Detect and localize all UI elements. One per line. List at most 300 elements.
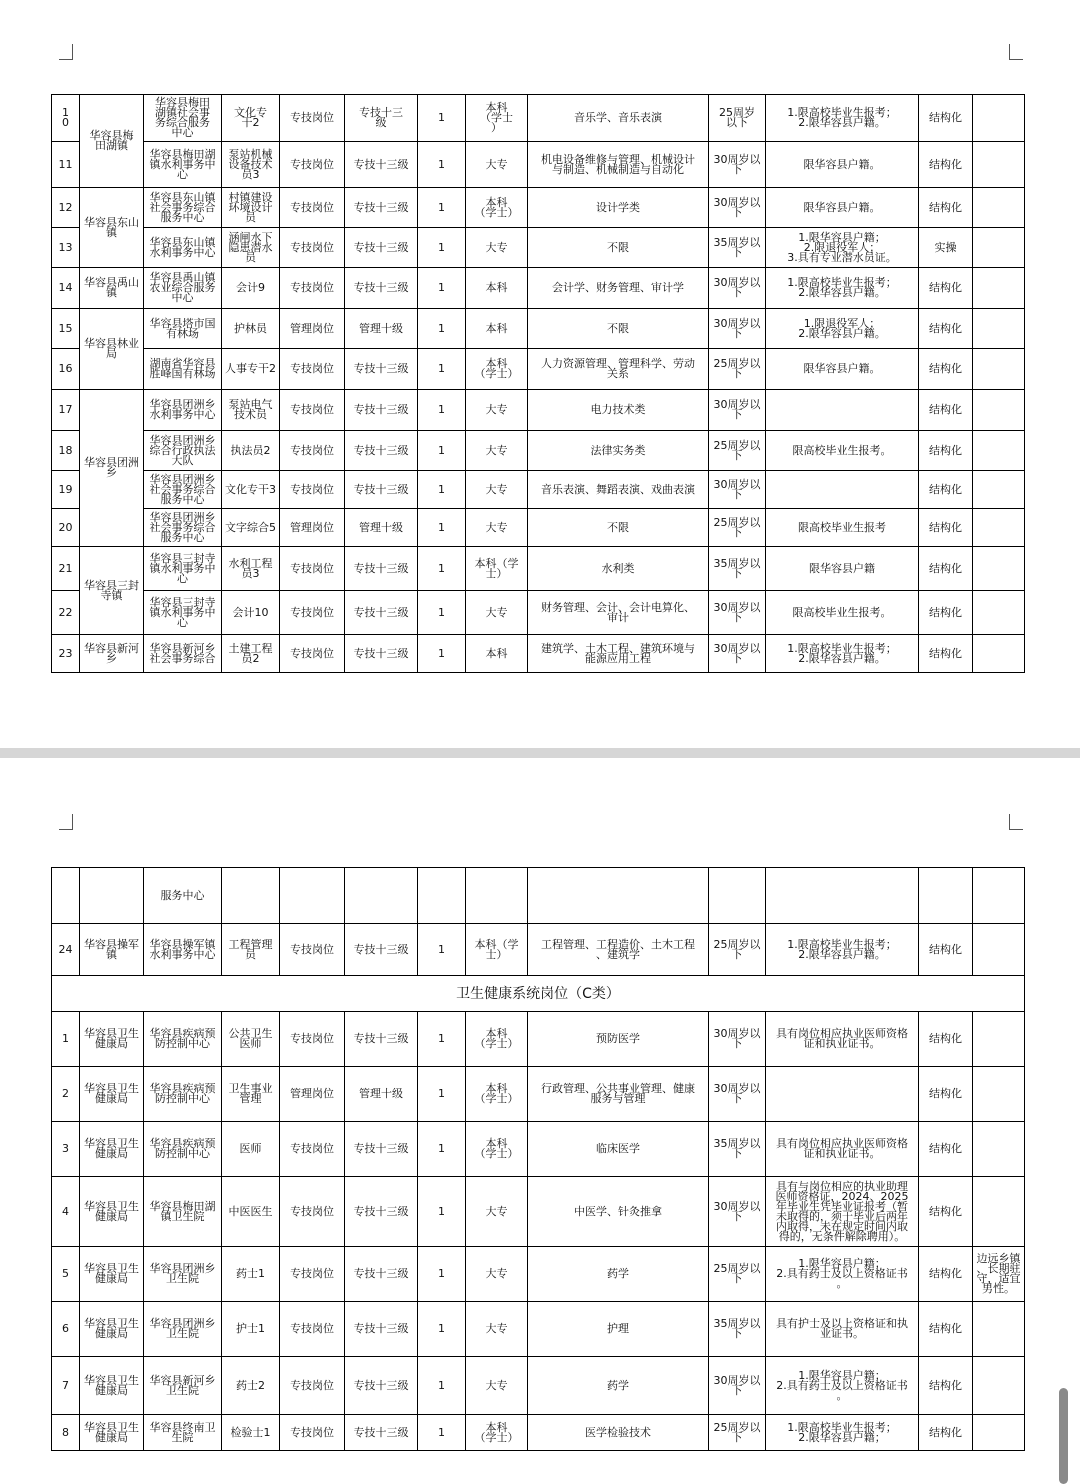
cell-education: 大专: [466, 390, 528, 431]
cell-position-name: [222, 868, 280, 924]
cell-requirements: [766, 471, 919, 509]
cell-position-name: 文化专 干2: [222, 95, 280, 142]
cell-position-name: 护士1: [222, 1302, 280, 1357]
cell-unit: 华容县团洲乡 社会事务综合 服务中心: [144, 471, 222, 509]
cell-unit: 华容县三封寺 镇水利事务中 心: [144, 591, 222, 635]
cell-post-level: 专技十三级: [345, 924, 418, 976]
cell-remarks: [973, 188, 1025, 228]
cell-education: 大专: [466, 591, 528, 635]
crop-mark-top-left: [59, 44, 73, 60]
cell-remarks: [973, 1067, 1025, 1122]
table-row: [52, 1247, 1025, 1302]
cell-headcount: 1: [418, 1357, 466, 1415]
cell-requirements: [766, 1067, 919, 1122]
cell-exam-type: 实操: [919, 228, 973, 268]
cell-major: 水利类: [528, 547, 709, 591]
cell-headcount: 1: [418, 188, 466, 228]
cell-row-number: 15: [52, 309, 80, 349]
cell-headcount: 1: [418, 1247, 466, 1302]
cell-department: 华容县团洲 乡: [80, 390, 144, 547]
cell-requirements: 1.限华容县户籍； 2.限退役军人； 3.具有专业潜水员证。: [766, 228, 919, 268]
cell-position-name: 药士1: [222, 1247, 280, 1302]
cell-education: 本科 （学士 ）: [466, 95, 528, 142]
cell-exam-type: 结构化: [919, 509, 973, 547]
cell-major: 预防医学: [528, 1012, 709, 1067]
table-row: [52, 309, 1025, 349]
table-row: [52, 142, 1025, 188]
cell-post-level: 专技十三级: [345, 142, 418, 188]
cell-major: 医学检验技术: [528, 1415, 709, 1451]
scrollbar-thumb[interactable]: [1059, 1388, 1068, 1484]
cell-department: 华容县卫生 健康局: [80, 1357, 144, 1415]
cell-position-name: 卫生事业 管理: [222, 1067, 280, 1122]
cell-row-number: 12: [52, 188, 80, 228]
cell-major: 法律实务类: [528, 431, 709, 471]
cell-position-name: 会计10: [222, 591, 280, 635]
cell-post-level: 专技十三级: [345, 1302, 418, 1357]
cell-unit: 华容县塔市国 有林场: [144, 309, 222, 349]
page-separator: [0, 748, 1080, 758]
cell-post-level: 管理十级: [345, 309, 418, 349]
cell-post-type: 专技岗位: [280, 635, 345, 673]
cell-age: 30周岁以 下: [709, 1357, 766, 1415]
cell-remarks: [973, 349, 1025, 390]
cell-department: 华容县东山 镇: [80, 188, 144, 268]
cell-requirements: 1.限高校毕业生报考； 2.限华容县户籍。: [766, 95, 919, 142]
cell-major: 音乐表演、舞蹈表演、戏曲表演: [528, 471, 709, 509]
cell-unit: 华容县禹山镇 农业综合服务 中心: [144, 268, 222, 309]
cell-post-type: 专技岗位: [280, 228, 345, 268]
cell-remarks: [973, 924, 1025, 976]
cell-requirements: 限华容县户籍。: [766, 142, 919, 188]
cell-requirements: 限高校毕业生报考。: [766, 431, 919, 471]
cell-post-level: 专技十三级: [345, 228, 418, 268]
cell-unit: 华容县团洲乡 社会事务综合 服务中心: [144, 509, 222, 547]
cell-row-number: 16: [52, 349, 80, 390]
table-row: [52, 1067, 1025, 1122]
cell-age: 25周岁以 下: [709, 431, 766, 471]
table-row: [52, 471, 1025, 509]
cell-row-number: 19: [52, 471, 80, 509]
cell-education: 本科 （学士）: [466, 188, 528, 228]
cell-major: 建筑学、土木工程、建筑环境与 能源应用工程: [528, 635, 709, 673]
cell-position-name: 土建工程 员2: [222, 635, 280, 673]
cell-education: 大专: [466, 471, 528, 509]
cell-post-level: 专技十三级: [345, 390, 418, 431]
cell-position-name: 检验士1: [222, 1415, 280, 1451]
cell-education: [466, 868, 528, 924]
cell-education: 大专: [466, 1302, 528, 1357]
cell-headcount: 1: [418, 924, 466, 976]
cell-department: 华容县卫生 健康局: [80, 1247, 144, 1302]
cell-exam-type: 结构化: [919, 95, 973, 142]
cell-post-type: 管理岗位: [280, 509, 345, 547]
cell-unit: 华容县疾病预 防控制中心: [144, 1067, 222, 1122]
cell-position-name: 文化专干3: [222, 471, 280, 509]
cell-education: 本科 （学士）: [466, 1122, 528, 1177]
cell-age: 25周岁 以下: [709, 95, 766, 142]
cell-age: 25周岁以 下: [709, 924, 766, 976]
table-row: [52, 591, 1025, 635]
table-row: [52, 868, 1025, 924]
cell-major: 药学: [528, 1247, 709, 1302]
cell-requirements: [766, 390, 919, 431]
cell-age: 35周岁以 下: [709, 228, 766, 268]
recruitment-table-page-1: [51, 94, 1025, 673]
cell-unit: 服务中心: [144, 868, 222, 924]
cell-remarks: [973, 1122, 1025, 1177]
cell-remarks: [973, 1415, 1025, 1451]
cell-major: 工程管理、工程造价、土木工程 、建筑学: [528, 924, 709, 976]
cell-exam-type: 结构化: [919, 390, 973, 431]
cell-row-number: 6: [52, 1302, 80, 1357]
cell-headcount: 1: [418, 591, 466, 635]
cell-age: 30周岁以 下: [709, 142, 766, 188]
cell-requirements: 限华容县户籍。: [766, 349, 919, 390]
cell-education: 大专: [466, 228, 528, 268]
cell-position-name: 人事专干2: [222, 349, 280, 390]
cell-age: [709, 868, 766, 924]
cell-major: 行政管理、公共事业管理、健康 服务与管理: [528, 1067, 709, 1122]
cell-exam-type: 结构化: [919, 471, 973, 509]
cell-age: 25周岁以 下: [709, 349, 766, 390]
cell-post-level: 专技十三 级: [345, 95, 418, 142]
cell-remarks: [973, 635, 1025, 673]
table-row: [52, 1302, 1025, 1357]
cell-exam-type: [919, 868, 973, 924]
cell-post-level: 管理十级: [345, 1067, 418, 1122]
cell-row-number: 23: [52, 635, 80, 673]
cell-row-number: 7: [52, 1357, 80, 1415]
cell-remarks: [973, 268, 1025, 309]
cell-row-number: 1: [52, 1012, 80, 1067]
cell-exam-type: 结构化: [919, 1247, 973, 1302]
cell-education: 大专: [466, 1357, 528, 1415]
cell-requirements: 1.限高校毕业生报考； 2.限华容县户籍。: [766, 268, 919, 309]
cell-post-type: 专技岗位: [280, 1177, 345, 1247]
cell-post-type: 专技岗位: [280, 142, 345, 188]
table-row: [52, 1357, 1025, 1415]
cell-post-level: 专技十三级: [345, 591, 418, 635]
cell-headcount: 1: [418, 1122, 466, 1177]
cell-requirements: 具有岗位相应执业医师资格 证和执业证书。: [766, 1122, 919, 1177]
cell-major: 音乐学、音乐表演: [528, 95, 709, 142]
table-row: [52, 228, 1025, 268]
cell-major: 不限: [528, 309, 709, 349]
table-row: [52, 635, 1025, 673]
cell-exam-type: 结构化: [919, 635, 973, 673]
cell-requirements: 限高校毕业生报考: [766, 509, 919, 547]
cell-row-number: 20: [52, 509, 80, 547]
cell-major: 中医学、针灸推拿: [528, 1177, 709, 1247]
cell-row-number: 8: [52, 1415, 80, 1451]
cell-major: 电力技术类: [528, 390, 709, 431]
cell-education: 本科 （学士）: [466, 1415, 528, 1451]
cell-age: 30周岁以 下: [709, 1067, 766, 1122]
cell-row-number: 18: [52, 431, 80, 471]
cell-requirements: 具有与岗位相应的执业助理 医师资格证，2024、2025 年毕业生凭毕业证报考（暂 未取得的，须于毕业后两年 内取得，未在规定时间内取 得的，无条件解除聘用）。: [766, 1177, 919, 1247]
section-row: [52, 976, 1025, 1012]
cell-remarks: [973, 1302, 1025, 1357]
cell-requirements: 限华容县户籍: [766, 547, 919, 591]
cell-remarks: [973, 95, 1025, 142]
cell-age: 30周岁以 下: [709, 309, 766, 349]
cell-remarks: [973, 547, 1025, 591]
cell-position-name: 涵闸水下 隐患潜水 员: [222, 228, 280, 268]
cell-post-type: 专技岗位: [280, 924, 345, 976]
table-row: [52, 431, 1025, 471]
cell-unit: 华容县团洲乡 卫生院: [144, 1302, 222, 1357]
cell-age: 30周岁以 下: [709, 1177, 766, 1247]
cell-post-type: 专技岗位: [280, 547, 345, 591]
cell-row-number: 24: [52, 924, 80, 976]
cell-major: 不限: [528, 509, 709, 547]
cell-major: 护理: [528, 1302, 709, 1357]
cell-unit: 华容县梅田湖 镇卫生院: [144, 1177, 222, 1247]
cell-education: 本科 （学士）: [466, 1012, 528, 1067]
page-2: [0, 758, 1080, 1484]
cell-unit: 华容县新河乡 卫生院: [144, 1357, 222, 1415]
cell-major: 药学: [528, 1357, 709, 1415]
table-row: [52, 188, 1025, 228]
cell-position-name: 执法员2: [222, 431, 280, 471]
cell-major: 机电设备维修与管理、机械设计 与制造、机械制造与自动化: [528, 142, 709, 188]
cell-major: 财务管理、会计、会计电算化、 审计: [528, 591, 709, 635]
cell-headcount: 1: [418, 471, 466, 509]
cell-major: 会计学、财务管理、审计学: [528, 268, 709, 309]
cell-headcount: 1: [418, 1067, 466, 1122]
cell-unit: 华容县东山镇 社会事务综合 服务中心: [144, 188, 222, 228]
cell-exam-type: 结构化: [919, 1302, 973, 1357]
cell-remarks: [973, 471, 1025, 509]
crop-mark-top-right: [1009, 814, 1023, 830]
cell-age: 30周岁以 下: [709, 268, 766, 309]
table-row: [52, 1122, 1025, 1177]
cell-position-name: 水利工程 员3: [222, 547, 280, 591]
cell-remarks: [973, 431, 1025, 471]
cell-row-number: 2: [52, 1067, 80, 1122]
cell-requirements: 具有护士及以上资格证和执 业证书。: [766, 1302, 919, 1357]
cell-row-number: 17: [52, 390, 80, 431]
cell-department: 华容县操军 镇: [80, 924, 144, 976]
cell-post-type: 专技岗位: [280, 1122, 345, 1177]
cell-remarks: [973, 142, 1025, 188]
cell-row-number: [52, 868, 80, 924]
cell-exam-type: 结构化: [919, 349, 973, 390]
table-row: [52, 1177, 1025, 1247]
cell-requirements: 1.限高校毕业生报考； 2.限华容县户籍。: [766, 635, 919, 673]
cell-remarks: [973, 309, 1025, 349]
cell-education: 大专: [466, 431, 528, 471]
cell-age: 30周岁以 下: [709, 591, 766, 635]
cell-headcount: 1: [418, 95, 466, 142]
table-row: [52, 268, 1025, 309]
cell-exam-type: 结构化: [919, 1357, 973, 1415]
cell-post-type: 专技岗位: [280, 1415, 345, 1451]
cell-age: 35周岁以 下: [709, 1122, 766, 1177]
cell-requirements: 限华容县户籍。: [766, 188, 919, 228]
cell-age: 25周岁以 下: [709, 509, 766, 547]
cell-age: 30周岁以 下: [709, 390, 766, 431]
table-row: [52, 390, 1025, 431]
cell-department: 华容县卫生 健康局: [80, 1067, 144, 1122]
cell-post-level: 专技十三级: [345, 1357, 418, 1415]
cell-row-number: 5: [52, 1247, 80, 1302]
cell-age: 25周岁以 下: [709, 1247, 766, 1302]
table-row: [52, 924, 1025, 976]
cell-department: [80, 868, 144, 924]
cell-education: 大专: [466, 1177, 528, 1247]
cell-post-level: 专技十三级: [345, 1415, 418, 1451]
cell-age: 35周岁以 下: [709, 547, 766, 591]
cell-position-name: 医师: [222, 1122, 280, 1177]
cell-unit: 华容县梅田 湖镇社会事 务综合服务 中心: [144, 95, 222, 142]
cell-exam-type: 结构化: [919, 1177, 973, 1247]
table-row: [52, 509, 1025, 547]
cell-post-type: 专技岗位: [280, 95, 345, 142]
cell-position-name: 会计9: [222, 268, 280, 309]
cell-remarks: [973, 509, 1025, 547]
cell-post-level: 专技十三级: [345, 1012, 418, 1067]
cell-post-type: 专技岗位: [280, 471, 345, 509]
cell-position-name: 文字综合5: [222, 509, 280, 547]
cell-remarks: [973, 1177, 1025, 1247]
cell-department: 华容县卫生 健康局: [80, 1122, 144, 1177]
cell-education: 大专: [466, 509, 528, 547]
cell-major: 人力资源管理、管理科学、劳动 关系: [528, 349, 709, 390]
cell-row-number: 1 0: [52, 95, 80, 142]
cell-exam-type: 结构化: [919, 547, 973, 591]
cell-education: 本科（学 士）: [466, 924, 528, 976]
cell-headcount: 1: [418, 142, 466, 188]
cell-position-name: 泵站机械 设备技术 员3: [222, 142, 280, 188]
cell-exam-type: 结构化: [919, 1122, 973, 1177]
cell-headcount: 1: [418, 309, 466, 349]
cell-row-number: 14: [52, 268, 80, 309]
cell-unit: 华容县团洲乡 水利事务中心: [144, 390, 222, 431]
cell-exam-type: 结构化: [919, 431, 973, 471]
cell-education: 大专: [466, 142, 528, 188]
cell-row-number: 22: [52, 591, 80, 635]
cell-headcount: 1: [418, 1012, 466, 1067]
cell-headcount: 1: [418, 390, 466, 431]
cell-post-type: [280, 868, 345, 924]
cell-remarks: [973, 228, 1025, 268]
cell-remarks: [973, 591, 1025, 635]
cell-position-name: 公共卫生 医师: [222, 1012, 280, 1067]
cell-age: 35周岁以 下: [709, 1302, 766, 1357]
cell-exam-type: 结构化: [919, 1067, 973, 1122]
table-row: [52, 1012, 1025, 1067]
cell-education: 本科 （学士）: [466, 349, 528, 390]
cell-post-type: 专技岗位: [280, 1302, 345, 1357]
cell-headcount: 1: [418, 349, 466, 390]
cell-remarks: [973, 1357, 1025, 1415]
crop-mark-top-right: [1009, 44, 1023, 60]
cell-department: 华容县卫生 健康局: [80, 1302, 144, 1357]
table-row: [52, 349, 1025, 390]
cell-post-level: 专技十三级: [345, 431, 418, 471]
cell-row-number: 21: [52, 547, 80, 591]
cell-post-level: 专技十三级: [345, 188, 418, 228]
table-row: [52, 547, 1025, 591]
cell-post-type: 专技岗位: [280, 591, 345, 635]
cell-unit: 华容县梅田湖 镇水利事务中 心: [144, 142, 222, 188]
cell-post-type: 专技岗位: [280, 349, 345, 390]
cell-headcount: 1: [418, 431, 466, 471]
cell-post-type: 专技岗位: [280, 390, 345, 431]
cell-headcount: 1: [418, 635, 466, 673]
cell-post-type: 专技岗位: [280, 431, 345, 471]
cell-position-name: 村镇建设 环境设计 员: [222, 188, 280, 228]
cell-post-type: 管理岗位: [280, 1067, 345, 1122]
cell-department: 华容县卫生 健康局: [80, 1177, 144, 1247]
cell-unit: 华容县疾病预 防控制中心: [144, 1012, 222, 1067]
cell-post-level: 专技十三级: [345, 635, 418, 673]
cell-row-number: 13: [52, 228, 80, 268]
cell-age: 30周岁以 下: [709, 188, 766, 228]
cell-post-level: 专技十三级: [345, 349, 418, 390]
cell-exam-type: 结构化: [919, 188, 973, 228]
cell-remarks: 边远乡镇 、长期驻 守，适宜 男性。: [973, 1247, 1025, 1302]
cell-remarks: [973, 390, 1025, 431]
cell-major: [528, 868, 709, 924]
recruitment-table-page-2: [51, 867, 1025, 1451]
cell-education: 本科 （学士）: [466, 1067, 528, 1122]
cell-post-type: 管理岗位: [280, 309, 345, 349]
cell-requirements: 1.限华容县户籍； 2.具有药士及以上资格证书 。: [766, 1247, 919, 1302]
cell-education: 本科: [466, 635, 528, 673]
table-row: [52, 1415, 1025, 1451]
cell-unit: 华容县团洲乡 卫生院: [144, 1247, 222, 1302]
cell-position-name: 药士2: [222, 1357, 280, 1415]
cell-headcount: 1: [418, 1302, 466, 1357]
cell-requirements: 限高校毕业生报考。: [766, 591, 919, 635]
cell-education: 大专: [466, 1247, 528, 1302]
cell-headcount: 1: [418, 1415, 466, 1451]
cell-row-number: 3: [52, 1122, 80, 1177]
cell-headcount: [418, 868, 466, 924]
cell-exam-type: 结构化: [919, 1415, 973, 1451]
cell-education: 本科: [466, 309, 528, 349]
cell-post-type: 专技岗位: [280, 268, 345, 309]
cell-department: 华容县禹山 镇: [80, 268, 144, 309]
cell-position-name: 护林员: [222, 309, 280, 349]
cell-post-type: 专技岗位: [280, 188, 345, 228]
cell-exam-type: 结构化: [919, 309, 973, 349]
cell-post-level: 专技十三级: [345, 471, 418, 509]
cell-requirements: 1.限退役军人； 2.限华容县户籍。: [766, 309, 919, 349]
cell-department: 华容县林业 局: [80, 309, 144, 390]
cell-department: 华容县梅 田湖镇: [80, 95, 144, 188]
cell-headcount: 1: [418, 1177, 466, 1247]
cell-requirements: 1.限高校毕业生报考； 2.限华容县户籍。: [766, 924, 919, 976]
cell-major: 不限: [528, 228, 709, 268]
cell-age: 30周岁以 下: [709, 1012, 766, 1067]
cell-position-name: 中医医生: [222, 1177, 280, 1247]
cell-post-level: 管理十级: [345, 509, 418, 547]
cell-department: 华容县新河 乡: [80, 635, 144, 673]
cell-remarks: [973, 1012, 1025, 1067]
cell-post-level: 专技十三级: [345, 547, 418, 591]
cell-row-number: 11: [52, 142, 80, 188]
cell-exam-type: 结构化: [919, 924, 973, 976]
cell-post-level: 专技十三级: [345, 1247, 418, 1302]
cell-requirements: [766, 868, 919, 924]
cell-unit: 华容县新河乡 社会事务综合: [144, 635, 222, 673]
cell-department: 华容县三封 寺镇: [80, 547, 144, 635]
cell-position-name: 工程管理 员: [222, 924, 280, 976]
